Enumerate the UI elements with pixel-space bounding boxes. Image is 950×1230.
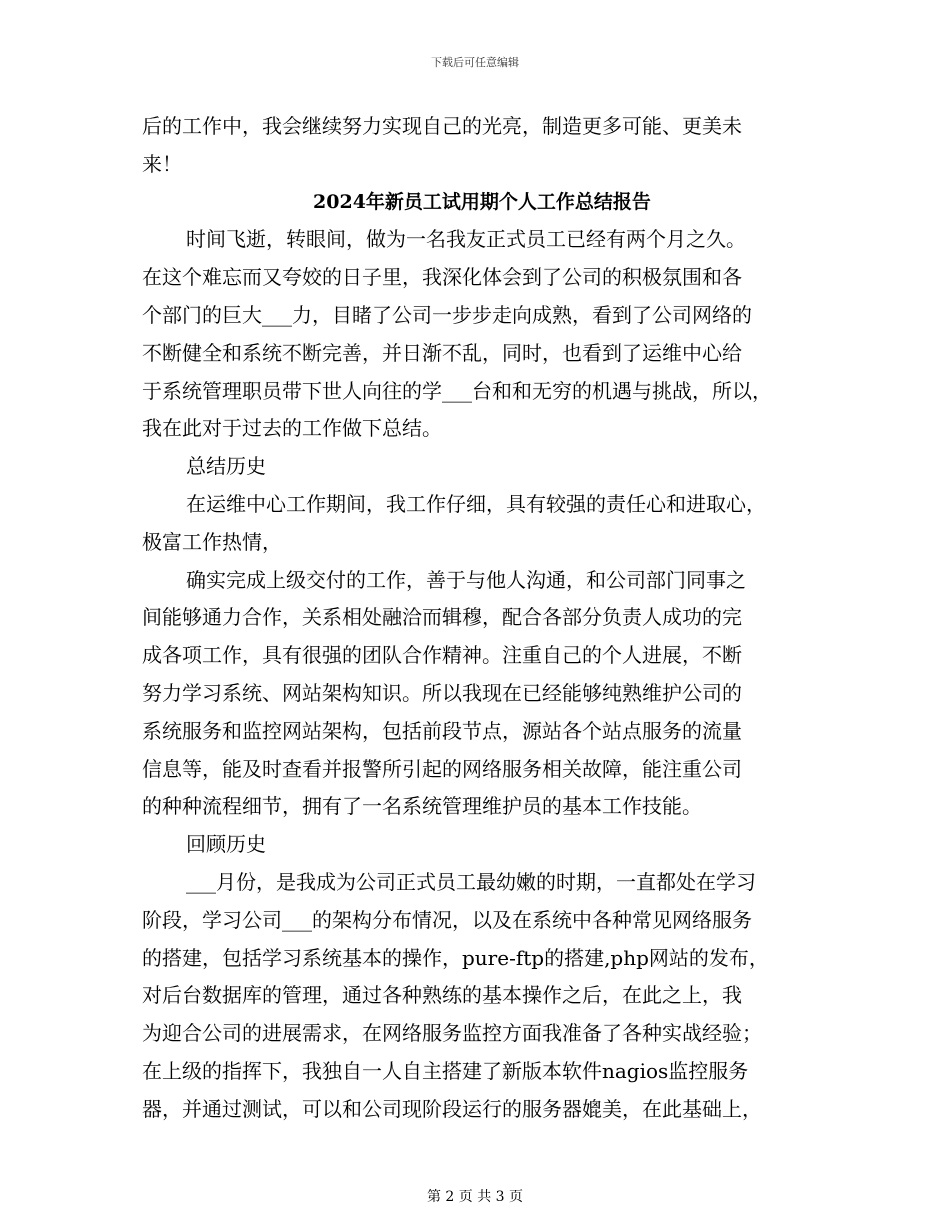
text-line: 在运维中心工作期间，我工作仔细，具有较强的责任心和进取心， (186, 491, 766, 516)
text-line: 系统服务和监控网站架构，包括前段节点，源站各个站点服务的流量 (142, 718, 742, 743)
section-heading: 总结历史 (186, 454, 266, 479)
text-line: 为迎合公司的进展需求，在网络服务监控方面我准备了各种实战经验； (142, 1021, 762, 1046)
document-title: 2024年新员工试用期个人工作总结报告 (313, 190, 651, 213)
text-line: 我在此对于过去的工作做下总结。 (142, 416, 442, 441)
document-body (142, 108, 822, 1129)
text-line: 于系统管理职员带下世人向往的学___台和和无穷的机遇与挑战，所以， (142, 378, 772, 403)
text-line: 阶段，学习公司___的架构分布情况，以及在系统中各种常见网络服务 (142, 907, 752, 932)
text-line: 极富工作热情， (142, 529, 282, 554)
text-line: ___月份，是我成为公司正式员工最幼嫩的时期，一直都处在学习 (186, 869, 756, 894)
text-line: 不断健全和系统不断完善，并日渐不乱，同时，也看到了运维中心给 (142, 340, 742, 365)
text-line: 成各项工作，具有很强的团队合作精神。注重自己的个人进展，不断 (142, 643, 742, 668)
text-line: 间能够通力合作，关系相处融洽而辑穆，配合各部分负责人成功的完 (142, 605, 742, 630)
page-header: 下载后可任意编辑 (431, 56, 519, 69)
text-line: 努力学习系统、网站架构知识。所以我现在已经能够纯熟维护公司的 (142, 680, 742, 705)
text-line: 信息等，能及时查看并报警所引起的网络服务相关故障，能注重公司 (142, 756, 742, 781)
text-line: 的搭建，包括学习系统基本的操作，pure-ftp的搭建,php网站的发布， (142, 945, 769, 970)
text-line: 器，并通过测试，可以和公司现阶段运行的服务器媲美，在此基础上， (142, 1096, 762, 1121)
text-line: 确实完成上级交付的工作，善于与他人沟通，和公司部门同事之 (186, 567, 746, 592)
text-line: 对后台数据库的管理，通过各种熟练的基本操作之后，在此之上，我 (142, 983, 742, 1008)
page-footer: 第 2 页 共 3 页 (426, 1189, 524, 1205)
text-line: 在这个难忘而又夸姣的日子里，我深化体会到了公司的积极氛围和各 (142, 265, 742, 290)
text-line: 后的工作中，我会继续努力实现自己的光亮，制造更多可能、更美未 (142, 114, 742, 138)
text-line: 在上级的指挥下，我独自一人自主搭建了新版本软件nagios监控服务 (142, 1058, 749, 1083)
text-line: 个部门的巨大___力，目睹了公司一步步走向成熟，看到了公司网络的 (142, 302, 752, 327)
text-line: 来！ (142, 151, 182, 176)
text-line: 时间飞逝，转眼间，做为一名我友正式员工已经有两个月之久。 (186, 227, 746, 252)
text-line: 的种种流程细节，拥有了一名系统管理维护员的基本工作技能。 (142, 794, 702, 819)
section-heading: 回顾历史 (186, 832, 266, 857)
